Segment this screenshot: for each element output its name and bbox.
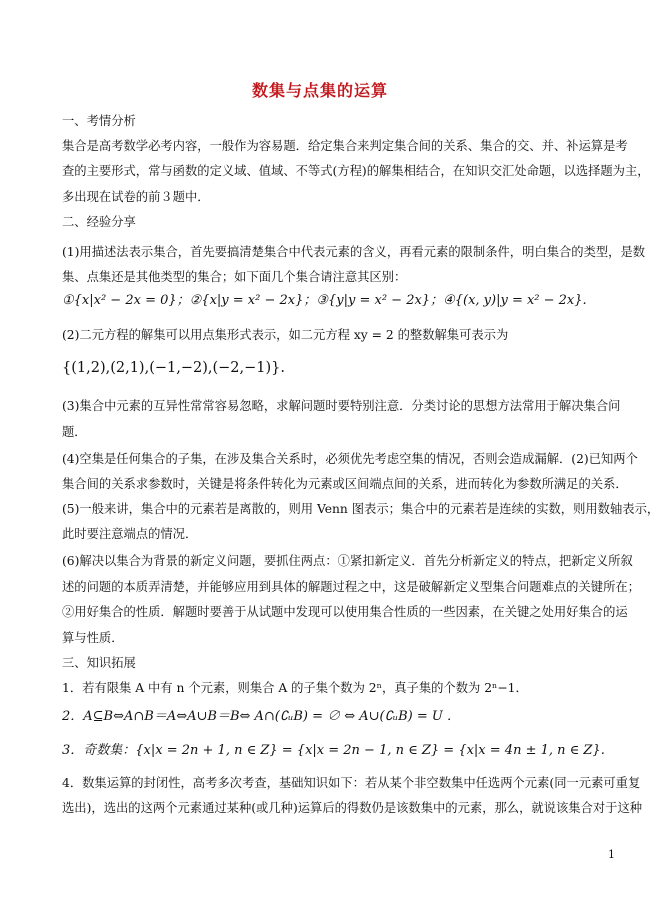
text-line: 述的问题的本质弄清楚，并能够应用到具体的解题过程之中，这是破解新定义型集合问题难点的关键所在； [62,580,640,594]
text-line: 集合是高考数学必考内容，一般作为容易题．给定集合来判定集合间的关系、集合的交、并、补运算是考 [62,139,628,153]
text-line: 题． [62,425,87,439]
text-line: 1．若有限集 A 中有 n 个元素，则集合 A 的子集个数为 2ⁿ，真子集的个数为 2ⁿ−1． [62,681,528,695]
text-line: (5)一般来讲，集合中的元素若是离散的，则用 Venn 图表示；集合中的元素若是连续的实数，则用数轴表示， [62,502,659,516]
section-heading: 二、经验分享 [62,215,136,229]
text-line: 集合间的关系求参数时，关键是将条件转化为元素或区间端点间的关系，进而转化为参数所满足的关系． [62,477,628,491]
text-line: {(1,2),(2,1),(−1,−2),(−2,−1)}. [62,360,285,376]
text-line: 2．A⊆B⇔A∩B＝A⇔A∪B＝B⇔ A∩(∁ᵤB) = ∅ ⇔ A∪(∁ᵤB) = U ． [62,709,460,724]
text-line: 算与性质． [62,631,124,645]
text-line: (1)用描述法表示集合，首先要搞清楚集合中代表元素的含义，再看元素的限制条件，明白集合的类型，是数 [62,245,646,259]
page-number: 1 [608,848,615,861]
text-line: ②用好集合的性质．解题时要善于从试题中发现可以使用集合性质的一些因素，在关键之处用好集合的运 [62,605,628,619]
text-line: (3)集合中元素的互异性常常容易忽略，求解问题时要特别注意．分类讨论的思想方法常用于解决集合问 [62,399,621,413]
section-heading: 三、知识拓展 [62,656,136,670]
text-line: (4)空集是任何集合的子集，在涉及集合关系时，必须优先考虑空集的情况，否则会造成漏解．(2)已知两个 [62,452,638,466]
text-line: (2)二元方程的解集可以用点集形式表示，如二元方程 xy = 2 的整数解集可表示为 [62,328,509,342]
text-line: (6)解决以集合为背景的新定义问题，要抓住两点：①紧扣新定义．首先分析新定义的特点，把新定义所叙 [62,554,633,568]
text-line: 此时要注意端点的情况． [62,527,198,541]
text-line: 选出)，选出的这两个元素通过某种(或几种)运算后的得数仍是该数集中的元素，那么，就说该集合对于这种 [62,801,643,815]
text-line: 集、点集还是其他类型的集合；如下面几个集合请注意其区别： [62,270,407,284]
text-line: ①{x|x² − 2x = 0}；②{x|y = x² − 2x}；③{y|y = x² − 2x}；④{(x, y)|y = x² − 2x}. [62,293,587,308]
text-line: 多出现在试卷的前３题中． [62,190,210,204]
text-line: 4．数集运算的封闭性，高考多次考查，基础知识如下：若从某个非空数集中任选两个元素(同一元素可重复 [62,776,641,790]
page-title: 数集与点集的运算 [251,81,388,100]
text-line: 3．奇数集：{x|x = 2n + 1, n ∈ Z} = {x|x = 2n − 1, n ∈ Z} = {x|x = 4n ± 1, n ∈ Z}. [62,743,605,758]
section-heading: 一、考情分析 [62,114,136,128]
text-line: 查的主要形式，常与函数的定义域、值域、不等式(方程)的解集相结合，在知识交汇处命题，以选择题为主， [62,164,650,178]
